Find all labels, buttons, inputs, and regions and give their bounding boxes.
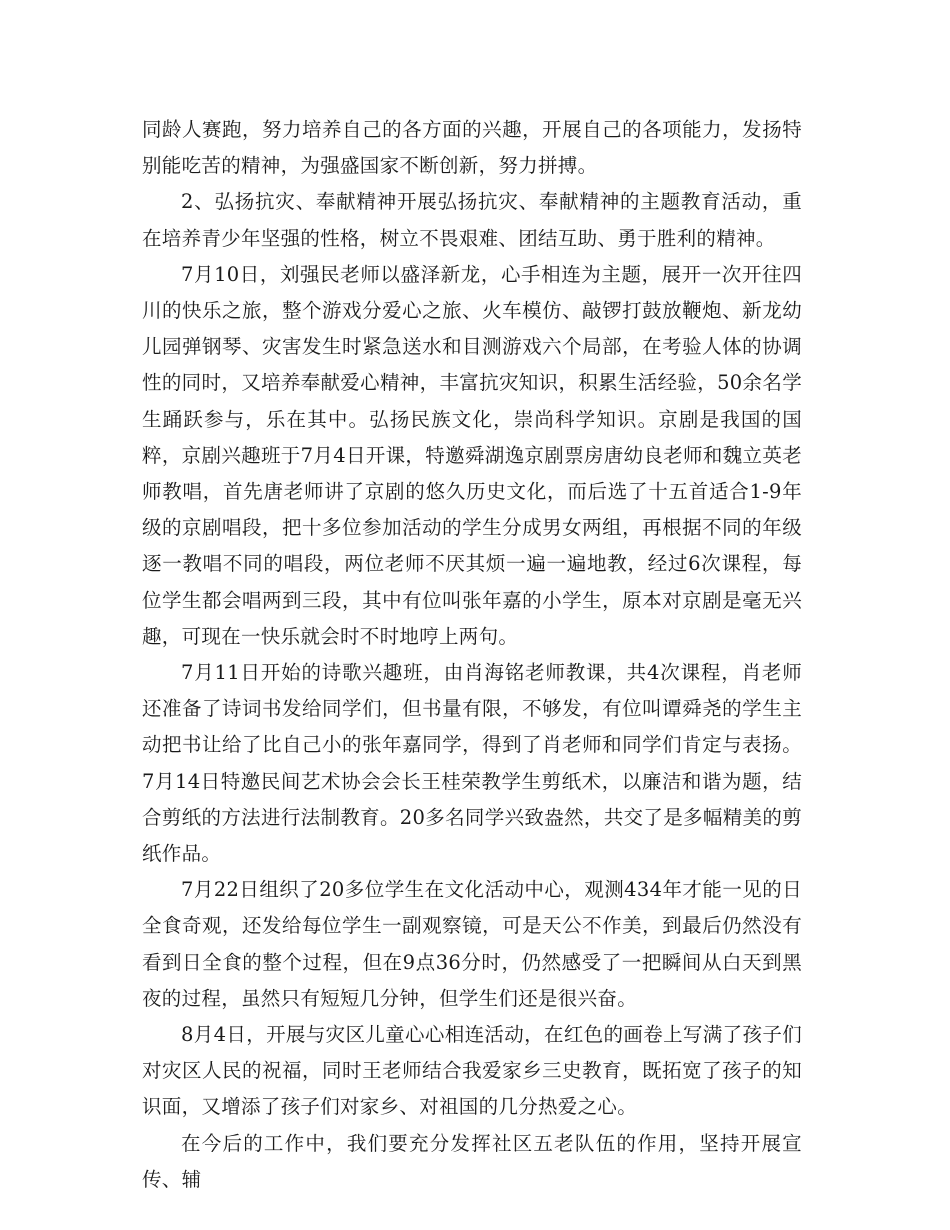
paragraph-continuation: 同龄人赛跑，努力培养自己的各方面的兴趣，开展自己的各项能力，发扬特别能吃苦的精神，为强盛国家不断创新，努力拼搏。 — [142, 118, 802, 178]
paragraph-july-22: 7月22日组织了20多位学生在文化活动中心，观测434年才能一见的日全食奇观，还发给每位学生一副观察镜，可是天公不作美，到最后仍然没有看到日全食的整个过程，但在9点36分时，仍然感受了一把瞬间从白天到黑夜的过程，虽然只有短短几分钟，但学生们还是很兴奋。 — [142, 878, 802, 1010]
paragraph-july-11: 7月11日开始的诗歌兴趣班，由肖海铭老师教课，共4次课程，肖老师还准备了诗词书发给同学们，但书量有限，不够发，有位叫谭舜尧的学生主动把书让给了比自己小的张年嘉同学，得到了肖老师和同学们肯定与表扬。7月14日特邀民间艺术协会会长王桂荣教学生剪纸术，以廉洁和谐为题，结合剪纸的方法进行法制教育。20多名同学兴致盎然，共交了是多幅精美的剪纸作品。 — [142, 661, 802, 866]
paragraph-disaster-spirit: 2、弘扬抗灾、奉献精神开展弘扬抗灾、奉献精神的主题教育活动，重在培养青少年坚强的性格，树立不畏艰难、团结互助、勇于胜利的精神。 — [142, 190, 802, 250]
paragraph-july-10: 7月10日，刘强民老师以盛泽新龙，心手相连为主题，展开一次开往四川的快乐之旅，整个游戏分爱心之旅、火车模仿、敲锣打鼓放鞭炮、新龙幼儿园弹钢琴、灾害发生时紧急送水和目测游戏六个局部，在考验人体的协调性的同时，又培养奉献爱心精神，丰富抗灾知识，积累生活经验，50余名学生踊跃参与，乐在其中。弘扬民族文化，崇尚科学知识。京剧是我国的国粹，京剧兴趣班于7月4日开课，特邀舜湖逸京剧票房唐幼良老师和魏立英老师教唱，首先唐老师讲了京剧的悠久历史文化，而后选了十五首适合1-9年级的京剧唱段，把十多位参加活动的学生分成男女两组，再根据不同的年级逐一教唱不同的唱段，两位老师不厌其烦一遍一遍地教，经过6次课程，每位学生都会唱两到三段，其中有位叫张年嘉的小学生，原本对京剧是毫无兴趣，可现在一快乐就会时不时地哼上两句。 — [142, 262, 802, 648]
paragraph-august-4: 8月4日，开展与灾区儿童心心相连活动，在红色的画卷上写满了孩子们对灾区人民的祝福，同时王老师结合我爱家乡三史教育，既拓宽了孩子的知识面，又增添了孩子们对家乡、对祖国的几分热爱之心。 — [142, 1023, 802, 1119]
document-body — [142, 112, 802, 1198]
paragraph-future-work: 在今后的工作中，我们要充分发挥社区五老队伍的作用，坚持开展宣传、辅 — [142, 1131, 802, 1191]
